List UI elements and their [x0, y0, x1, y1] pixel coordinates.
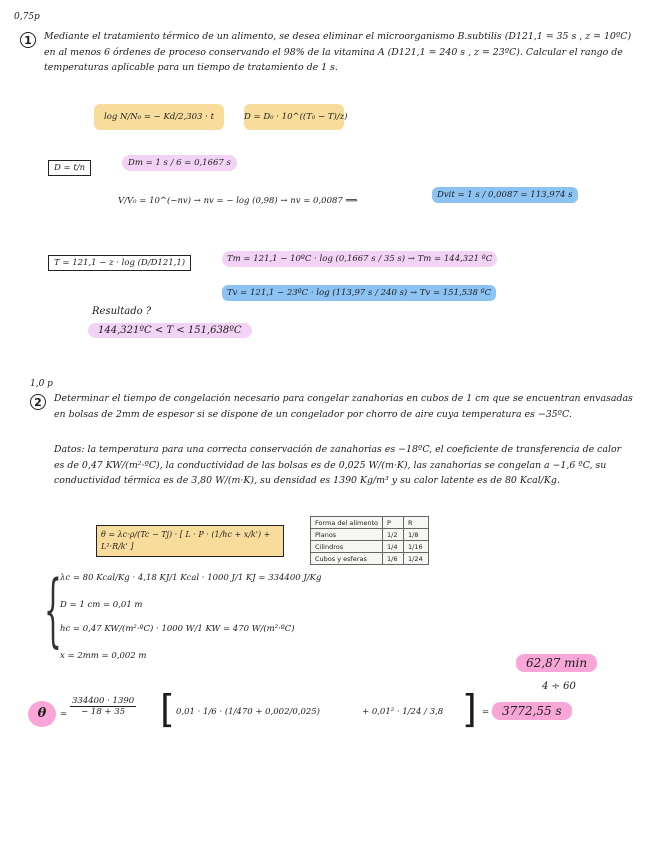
problem1-number: 1 [20, 32, 36, 48]
table-cell: Planos [311, 529, 383, 541]
dm-highlight: Dm = 1 s / 6 = 0,1667 s [122, 155, 237, 171]
final-fraction [70, 696, 136, 717]
log-formula: log N/N₀ = − Kd/2,303 · t [94, 104, 224, 130]
table-row [311, 541, 429, 553]
result-minutes: 62,87 min [516, 654, 597, 672]
table-header: P [383, 517, 404, 529]
nv-calc: V/V₀ = 10^(−nv) → nv = − log (0,98) → nv = 0,0087 ⟹ [118, 196, 358, 206]
problem1-statement: Mediante el tratamiento térmico de un alimento, se desea eliminar el microorganismo B.subtilis (D121,1 = 35 s , z = 10ºC) en al menos 6 órdenes de proceso conservando el 98% de la vitamina A (D121,1 = 240 s , z = 23ºC). Calcular el rango de temperaturas aplicable para un tiempo de tratamiento de 1 s. [44, 31, 632, 73]
table-cell: 1/6 [383, 553, 404, 565]
problem1-points: 0,75p [14, 12, 40, 22]
left-bracket: [ [160, 687, 175, 731]
d-formula: D = D₀ · 10^((T₀ − T)/z) [244, 104, 344, 130]
step-lambda: λc = 80 Kcal/Kg · 4,18 KJ/1 Kcal · 1000 J/1 KJ = 334400 J/Kg [60, 573, 322, 583]
division-note: 4 ÷ 60 [542, 681, 576, 692]
table-cell: 1/8 [404, 529, 429, 541]
table-cell: 1/16 [404, 541, 429, 553]
dm-calc [122, 158, 237, 168]
steps-brace: { [44, 563, 62, 656]
problem2-points: 1,0 p [30, 379, 53, 389]
tv-calc [222, 288, 496, 298]
table-cell: Cilindros [311, 541, 383, 553]
problem2-data: Datos: la temperatura para una correcta conservación de zanahorias es −18ºC, el coeficiente de transferencia de calor es de 0,47 KW/(m²·ºC), la conductividad de las bolsas es de 0,025 W/(m·K), las zanahorias se congelan a −1,6 ºC, su conductividad térmica es de 3,80 W/(m·K), su densidad es 1390 Kg/m³ y su calor latente es de 80 Kcal/Kg. [54, 444, 622, 486]
result-label: Resultado ? [92, 306, 152, 317]
final-equals-2: = [482, 707, 490, 717]
final-bracket-term1: 0,01 · 1/6 · (1/470 + 0,002/0,025) [176, 707, 321, 717]
table-cell: 1/4 [383, 541, 404, 553]
table-header: Forma del alimento [311, 517, 383, 529]
theta-symbol: θ [28, 701, 56, 727]
table-cell: 1/2 [383, 529, 404, 541]
final-result: 3772,55 s [492, 702, 572, 720]
final-theta [28, 701, 56, 727]
final-bracket-term2: + 0,01² · 1/24 / 3,8 [362, 707, 444, 717]
table-row [311, 529, 429, 541]
table-cell: Cubos y esferas [311, 553, 383, 565]
final-numerator: 334400 · 1390 [72, 696, 135, 706]
final-equals-1: = [60, 709, 68, 719]
theta-formula: θ = λc·ρ/(Tc − Tj) · [ L · P · (1/hc + x/k') + L²·R/k' ] [96, 525, 284, 557]
final-denominator: − 18 + 35 [81, 707, 126, 717]
tm-calc [222, 254, 497, 264]
table-row [311, 553, 429, 565]
problem2-statement: Determinar el tiempo de congelación necesario para congelar zanahorias en cubos de 1 cm que se encuentran envasadas en bolsas de 2mm de espesor si se dispone de un congelador por chorro de aire cuya temperatura es −35ºC. [54, 393, 633, 420]
step-hc: hc = 0,47 KW/(m²·ºC) · 1000 W/1 KW = 470 W/(m²·ºC) [60, 624, 295, 634]
dvit-highlight: Dvit = 1 s / 0,0087 = 113,974 s [432, 187, 578, 203]
problem2-number: 2 [30, 394, 46, 410]
right-bracket: ] [462, 687, 477, 731]
dvit-calc [432, 190, 578, 200]
result-range: 144,321ºC < T < 151,638ºC [88, 323, 252, 338]
table-header-row [311, 517, 429, 529]
tm-highlight: Tm = 121,1 − 10ºC · log (0,1667 s / 35 s) → Tm = 144,321 ºC [222, 251, 497, 267]
t-formula: T = 121,1 − z · log (D/D121,1) [48, 255, 191, 271]
shape-table [310, 516, 429, 565]
step-d: D = 1 cm = 0,01 m [60, 600, 143, 610]
table-header: R [404, 517, 429, 529]
table-cell: 1/24 [404, 553, 429, 565]
step-x: x = 2mm = 0,002 m [60, 651, 147, 661]
tv-highlight: Tv = 121,1 − 23ºC · log (113,97 s / 240 s) → Tv = 151,538 ºC [222, 285, 496, 301]
d-t-n-formula: D = t/n [48, 160, 91, 176]
